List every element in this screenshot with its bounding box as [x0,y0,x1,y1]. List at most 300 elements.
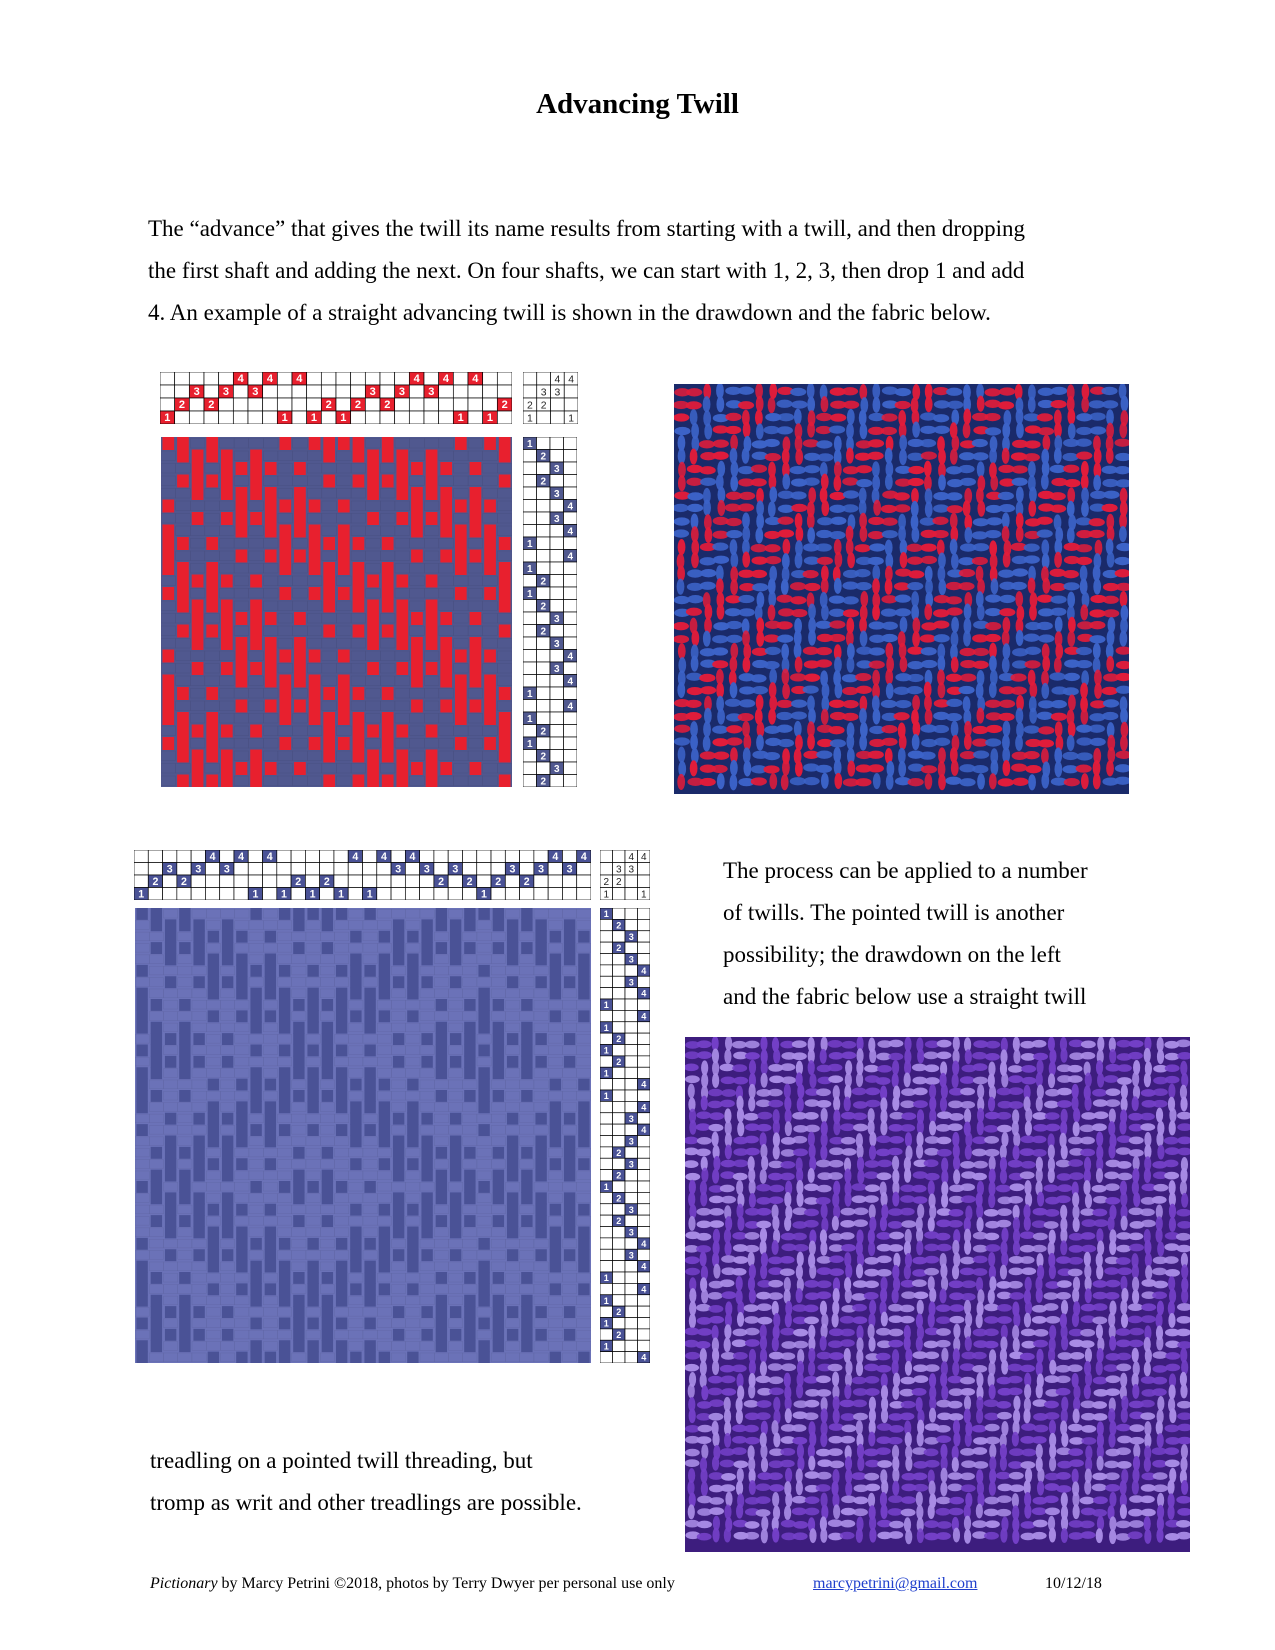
yarn-float [1102,400,1118,408]
warp-float [309,525,321,538]
threading-cell [234,888,248,901]
yarn-float [1076,451,1092,459]
weft-float [468,564,483,574]
warp-float [193,1204,204,1216]
yarn-float [953,1169,960,1184]
warp-float [322,1045,333,1057]
tieup-cell [613,850,626,863]
threading-number: 1 [281,888,287,900]
weft-float [206,1023,220,1032]
yarn-float [712,726,728,734]
warp-float [151,1181,162,1193]
weft-float [454,601,469,611]
threading-cell [263,411,278,424]
yarn-float [677,774,685,790]
threading-cell [334,875,348,888]
warp-float [364,1238,375,1250]
weft-float [235,1319,249,1328]
treadling-cell [523,650,537,663]
weft-float [577,1307,591,1316]
warp-float [206,562,218,575]
treadling-cell [613,1022,626,1033]
warp-float [367,512,379,525]
yarn-float [973,543,989,551]
tieup-number: 1 [526,413,533,424]
yarn-float [844,1168,851,1183]
weft-float [164,1273,178,1282]
treadling-cell [550,712,564,725]
yarn-float [946,492,962,500]
yarn-float [963,422,971,438]
treadling-cell [638,1227,651,1238]
warp-float [379,1010,390,1022]
warp-float [165,1056,176,1068]
weft-float [161,776,176,786]
warp-float [493,1033,504,1045]
yarn-float [1072,1312,1079,1327]
weft-float [577,1034,591,1043]
yarn-float [843,401,859,409]
treadling-cell [638,1033,651,1044]
yarn-float [843,609,859,617]
yarn-float [716,396,724,412]
yarn-float [900,1305,915,1313]
weft-float [320,1228,334,1237]
weft-float [434,966,448,975]
yarn-float [945,777,961,785]
warp-float [421,954,432,966]
weft-float [206,1330,220,1339]
weft-float [263,626,278,636]
warp-float [279,700,291,713]
yarn-float [900,552,908,568]
weft-float [449,1319,463,1328]
treadling-number: 1 [526,689,533,700]
weft-float [520,1353,534,1362]
threading-number: 1 [310,412,318,424]
threading-cell [204,385,219,398]
warp-float [165,1329,176,1341]
warp-float [294,500,306,513]
treadling-cell [625,999,638,1010]
yarn-float [1008,1087,1023,1095]
treadling-number: 4 [567,651,574,663]
weft-float [439,576,454,586]
weft-float [206,1296,220,1305]
yarn-float [952,435,960,451]
yarn-float [925,501,933,517]
yarn-float [921,556,937,564]
yarn-float [852,1377,867,1385]
yarn-float [977,396,985,412]
warp-float [236,1158,247,1170]
yarn-float [911,527,919,543]
yarn-float [808,487,816,503]
weft-float [520,1103,534,1112]
warp-float [265,1101,276,1113]
yarn-float [712,1169,719,1184]
weft-float [164,1353,178,1362]
threading-cell [439,385,454,398]
warp-float [250,1067,261,1079]
yarn-float [834,682,842,698]
yarn-float [842,504,858,512]
yarn-float [1129,1340,1144,1348]
warp-float [322,919,333,931]
weft-float [278,1057,292,1066]
yarn-float [816,751,832,759]
weft-float [249,1251,263,1260]
treadling-cell [600,1192,613,1203]
treadling-number: 4 [641,1261,647,1272]
yarn-float [885,448,893,464]
yarn-float [973,1161,988,1169]
warp-float [236,637,248,650]
yarn-float [829,1268,844,1276]
weft-float [178,1103,192,1112]
yarn-float [958,582,974,590]
yarn-float [1025,765,1041,773]
yarn-float [756,631,764,647]
treadling-cell [638,1329,651,1340]
warp-float [411,462,423,475]
treadling-cell [625,965,638,976]
warp-float [507,976,518,988]
weft-float [306,1194,320,1203]
warp-float [279,1079,290,1091]
warp-float [162,700,174,713]
weft-float [491,1285,505,1294]
weft-float [548,1216,562,1225]
yarn-float [713,752,729,760]
warp-float [455,650,467,663]
treadling-number: 3 [553,664,560,675]
warp-float [578,1261,589,1273]
weft-float [235,1148,249,1157]
warp-float [279,675,291,688]
warp-float [293,1272,304,1284]
warp-float [564,919,575,931]
yarn-float [821,474,829,490]
warp-float [426,612,438,625]
weft-float [439,476,454,486]
threading-cell [163,850,177,863]
warp-float [379,1261,390,1273]
threading-cell [483,372,498,385]
warp-float [250,1045,261,1057]
threading-number: 3 [166,863,173,876]
treadling-number: 3 [628,1136,634,1147]
yarn-float [1056,1195,1071,1203]
weft-float [335,943,349,952]
warp-float [353,725,365,738]
warp-float [393,954,404,966]
yarn-float [843,490,859,498]
weft-float [395,739,410,749]
threading-number: 2 [181,875,187,888]
warp-float [493,908,504,920]
weft-float [363,1228,377,1237]
weft-float [454,614,469,624]
weft-float [406,1296,420,1305]
weft-float [497,664,512,674]
weft-float [192,1296,206,1305]
warp-float [379,1079,390,1091]
warp-float [521,1022,532,1034]
weft-float [392,1285,406,1294]
yarn-float [1038,739,1054,747]
weft-float [164,1239,178,1248]
yarn-float [1070,1352,1085,1360]
warp-float [436,908,447,920]
weft-float [377,909,391,918]
weft-float [176,676,191,686]
yarn-float [860,526,868,542]
warp-float [470,512,482,525]
threading-cell [434,863,448,876]
yarn-float [1013,1049,1020,1064]
threading-number: 1 [338,888,345,900]
weft-float [491,1103,505,1112]
weft-float [221,1069,235,1078]
weft-float [235,1216,249,1225]
warp-float [222,931,233,943]
yarn-float [792,1040,807,1048]
threading-cell [491,888,505,901]
yarn-float [999,504,1015,512]
warp-float [535,1204,546,1216]
yarn-float [936,1233,951,1241]
yarn-float [1093,643,1101,659]
yarn-float [1001,1360,1008,1375]
yarn-float [697,1051,712,1059]
warp-float [493,1295,504,1307]
yarn-float [678,746,686,762]
yarn-float [1103,596,1119,604]
yarn-float [733,1173,748,1181]
warp-float [426,575,438,588]
yarn-float [876,1232,891,1240]
weft-float [392,1046,406,1055]
warp-float [407,1158,418,1170]
warp-float [294,525,306,538]
weft-float [468,451,483,461]
warp-float [350,1158,361,1170]
weft-float [506,1296,520,1305]
weft-float [178,1353,192,1362]
weft-float [149,1251,163,1260]
treadling-cell [613,931,626,942]
warp-float [208,954,219,966]
warp-float [193,1056,204,1068]
yarn-float [808,1060,815,1075]
warp-float [250,1090,261,1102]
threading-cell [191,888,205,901]
yarn-float [1165,1064,1180,1072]
warp-float [309,687,321,700]
yarn-float [885,669,893,685]
weft-float [164,1125,178,1134]
warp-float [193,931,204,943]
yarn-float [1081,396,1089,412]
weft-float [449,1069,463,1078]
warp-float [484,737,496,750]
weft-float [149,966,163,975]
weft-float [506,909,520,918]
threading-number: 2 [208,399,215,412]
warp-float [221,625,233,638]
yarn-float [1081,501,1089,517]
weft-float [395,651,410,661]
yarn-float [687,492,703,500]
warp-float [535,1227,546,1239]
weft-float [392,1023,406,1032]
treadling-cell [613,1045,626,1056]
warp-float [578,1158,589,1170]
treadling-number: 2 [616,1216,622,1227]
warp-float [470,650,482,663]
treadling-number: 4 [641,1125,647,1136]
yarn-float [1011,764,1027,772]
weft-float [278,1307,292,1316]
yarn-float [781,774,789,790]
threading-cell [448,850,462,863]
weft-float [249,1216,263,1225]
weft-float [263,1034,277,1043]
warp-float [179,1067,190,1079]
weft-float [278,1034,292,1043]
treadling-cell [537,637,551,650]
weft-float [335,1057,349,1066]
warp-float [535,1192,546,1204]
warp-float [192,725,204,738]
weft-float [563,1080,577,1089]
warp-float [236,1249,247,1261]
yarn-float [750,674,766,682]
weft-float [292,989,306,998]
yarn-float [892,1385,899,1400]
weft-float [548,1342,562,1351]
yarn-float [1008,1376,1023,1384]
weft-float [454,626,469,636]
yarn-float [907,674,923,682]
yarn-float [686,478,702,486]
yarn-float [988,1252,995,1267]
yarn-float [756,734,764,750]
warp-float [411,612,423,625]
warp-float [221,662,233,675]
yarn-float [817,557,833,565]
yarn-float [780,1268,795,1276]
weft-float [351,489,366,499]
yarn-float [696,1111,711,1119]
threading-cell [497,411,512,424]
treadling-cell [638,1022,651,1033]
warp-float [364,1022,375,1034]
weft-float [263,601,278,611]
yarn-float [691,656,699,672]
warp-float [177,737,189,750]
warp-float [550,1101,561,1113]
warp-float [426,762,438,775]
weft-float [249,1205,263,1214]
yarn-float [830,739,846,747]
weft-float [322,526,337,536]
yarn-float [816,1291,831,1299]
weft-float [205,664,220,674]
yarn-float [984,1136,999,1144]
warp-float [322,942,333,954]
yarn-float [960,1088,975,1096]
weft-float [220,439,235,449]
yarn-float [908,778,924,786]
weft-float [534,966,548,975]
warp-float [293,1306,304,1318]
yarn-float [977,773,985,789]
warp-float [206,737,218,750]
warp-float [521,1147,532,1159]
weft-float [534,1353,548,1362]
yarn-float [1092,1317,1107,1325]
yarn-float [936,1328,951,1336]
warp-float [550,1124,561,1136]
warp-float [338,650,350,663]
weft-float [306,1034,320,1043]
yarn-float [960,1076,975,1084]
yarn-float [924,604,932,620]
warp-float [353,687,365,700]
warp-float [367,462,379,475]
weft-float [176,551,191,561]
warp-float [322,908,333,920]
threading-cell [548,888,562,901]
yarn-float [1048,1168,1055,1183]
weft-float [363,1171,377,1180]
yarn-float [912,734,920,750]
yarn-float [804,777,820,785]
tieup-cell [638,875,651,888]
yarn-float [834,578,842,594]
weft-float [506,966,520,975]
weft-float [220,651,235,661]
treadling-cell [600,1227,613,1238]
weft-float [135,921,149,930]
threading-number: 2 [323,875,330,888]
warp-float [265,500,277,513]
threading-cell [234,863,248,876]
weft-float [491,1012,505,1021]
threading-cell [420,888,434,901]
treadling-cell [638,1181,651,1192]
yarn-float [933,609,949,617]
yarn-float [1025,1121,1032,1136]
warp-float [411,525,423,538]
weft-float [221,1319,235,1328]
treadling-cell [638,1340,651,1351]
warp-float [192,475,204,488]
warp-float [222,1158,233,1170]
weft-float [292,1160,306,1169]
warp-float [564,942,575,954]
threading-number: 2 [501,399,508,412]
yarn-float [1008,1101,1023,1109]
warp-float [564,1215,575,1227]
weft-float [483,726,498,736]
threading-number: 1 [480,888,487,900]
warp-float [493,1056,504,1068]
yarn-float [816,1389,831,1397]
yarn-float [973,750,989,758]
